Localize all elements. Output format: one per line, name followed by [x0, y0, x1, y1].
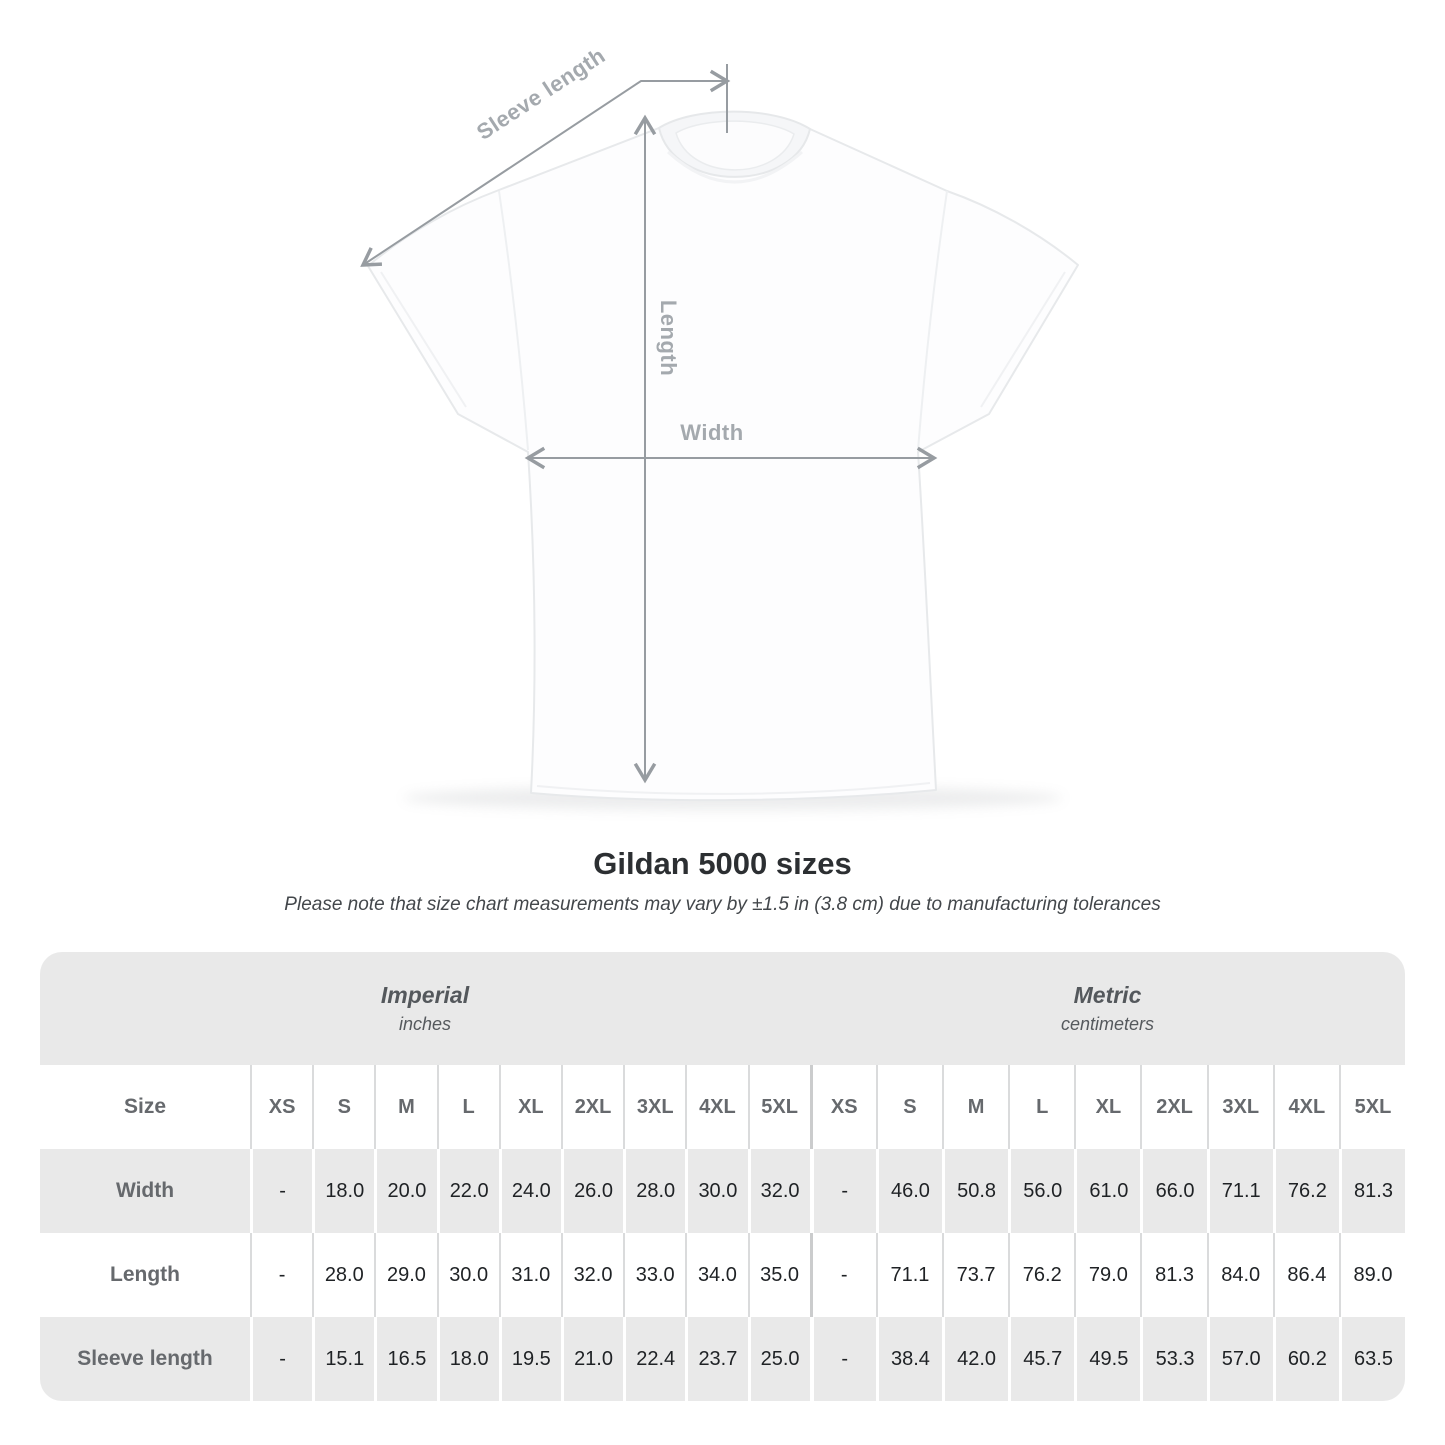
size-column-header: L — [1008, 1065, 1074, 1149]
table-cell: 33.0 — [623, 1233, 685, 1317]
size-column-header: 5XL — [748, 1065, 810, 1149]
table-cell: - — [250, 1233, 312, 1317]
table-cell: 38.4 — [876, 1317, 942, 1401]
size-column-header: 3XL — [1207, 1065, 1273, 1149]
imperial-section-header — [40, 952, 810, 1065]
table-cell: 32.0 — [561, 1233, 623, 1317]
table-cell: 71.1 — [876, 1233, 942, 1317]
table-cell: - — [250, 1317, 312, 1401]
table-cell: - — [250, 1149, 312, 1233]
size-column-header: 5XL — [1339, 1065, 1405, 1149]
table-cell: - — [810, 1149, 876, 1233]
table-cell: 76.2 — [1273, 1149, 1339, 1233]
size-column-header: XS — [810, 1065, 876, 1149]
table-cell: 18.0 — [437, 1317, 499, 1401]
metric-section-header — [810, 952, 1405, 1065]
metric-section-unit: centimeters — [1060, 1014, 1155, 1034]
size-header-row — [40, 1065, 1405, 1149]
table-cell: 22.0 — [437, 1149, 499, 1233]
table-cell: 30.0 — [437, 1233, 499, 1317]
imperial-section-unit: inches — [398, 1014, 452, 1034]
size-table-body — [40, 1065, 1405, 1401]
metric-section-title: Metric — [1073, 982, 1142, 1008]
table-cell: 20.0 — [374, 1149, 436, 1233]
table-cell: 71.1 — [1207, 1149, 1273, 1233]
table-row — [40, 1233, 1405, 1317]
table-cell: 66.0 — [1140, 1149, 1206, 1233]
size-column-header: 4XL — [685, 1065, 747, 1149]
table-cell: - — [810, 1233, 876, 1317]
table-cell: 23.7 — [685, 1317, 747, 1401]
length-label: Length — [656, 299, 681, 377]
table-cell: 21.0 — [561, 1317, 623, 1401]
sleeve-length-label: Sleeve length — [472, 42, 610, 145]
size-column-header: XL — [1074, 1065, 1140, 1149]
size-column-header: 2XL — [561, 1065, 623, 1149]
imperial-section-title: Imperial — [380, 982, 470, 1008]
row-label: Sleeve length — [77, 1347, 213, 1370]
table-cell: 22.4 — [623, 1317, 685, 1401]
table-cell: 76.2 — [1008, 1233, 1074, 1317]
table-cell: 63.5 — [1339, 1317, 1405, 1401]
table-cell: 16.5 — [374, 1317, 436, 1401]
table-cell: 24.0 — [499, 1149, 561, 1233]
size-column-header: S — [312, 1065, 374, 1149]
heading-block — [0, 845, 1445, 917]
size-column-header: L — [437, 1065, 499, 1149]
table-cell: 61.0 — [1074, 1149, 1140, 1233]
unit-section-band — [40, 952, 1405, 1065]
table-cell: 79.0 — [1074, 1233, 1140, 1317]
table-row — [40, 1317, 1405, 1401]
table-cell: 56.0 — [1008, 1149, 1074, 1233]
table-cell: 57.0 — [1207, 1317, 1273, 1401]
table-cell: 28.0 — [623, 1149, 685, 1233]
table-cell: 81.3 — [1339, 1149, 1405, 1233]
row-label: Length — [110, 1263, 180, 1286]
size-column-header: M — [942, 1065, 1008, 1149]
table-cell: 86.4 — [1273, 1233, 1339, 1317]
table-cell: 25.0 — [748, 1317, 810, 1401]
table-cell: 31.0 — [499, 1233, 561, 1317]
table-cell: 28.0 — [312, 1233, 374, 1317]
size-column-header: 4XL — [1273, 1065, 1339, 1149]
table-cell: - — [810, 1317, 876, 1401]
table-cell: 29.0 — [374, 1233, 436, 1317]
table-cell: 50.8 — [942, 1149, 1008, 1233]
table-cell: 49.5 — [1074, 1317, 1140, 1401]
size-column-header: XS — [250, 1065, 312, 1149]
size-column-header: S — [876, 1065, 942, 1149]
table-cell: 34.0 — [685, 1233, 747, 1317]
table-cell: 42.0 — [942, 1317, 1008, 1401]
size-table — [40, 952, 1405, 1401]
size-column-header: XL — [499, 1065, 561, 1149]
table-cell: 53.3 — [1140, 1317, 1206, 1401]
table-cell: 30.0 — [685, 1149, 747, 1233]
table-cell: 32.0 — [748, 1149, 810, 1233]
size-corner-header: Size — [123, 1095, 167, 1118]
size-column-header: 3XL — [623, 1065, 685, 1149]
table-cell: 84.0 — [1207, 1233, 1273, 1317]
row-label: Width — [115, 1179, 175, 1202]
tshirt-graphic — [368, 112, 1078, 801]
table-cell: 81.3 — [1140, 1233, 1206, 1317]
table-cell: 18.0 — [312, 1149, 374, 1233]
table-cell: 46.0 — [876, 1149, 942, 1233]
page-title: Gildan 5000 sizes — [593, 846, 852, 881]
table-cell: 15.1 — [312, 1317, 374, 1401]
width-label: Width — [680, 420, 744, 445]
size-column-header: M — [374, 1065, 436, 1149]
size-column-header: 2XL — [1140, 1065, 1206, 1149]
table-cell: 35.0 — [748, 1233, 810, 1317]
table-cell: 73.7 — [942, 1233, 1008, 1317]
table-row — [40, 1149, 1405, 1233]
table-cell: 19.5 — [499, 1317, 561, 1401]
table-cell: 26.0 — [561, 1149, 623, 1233]
table-cell: 45.7 — [1008, 1317, 1074, 1401]
table-cell: 89.0 — [1339, 1233, 1405, 1317]
table-cell: 60.2 — [1273, 1317, 1339, 1401]
tolerance-note: Please note that size chart measurements may vary by ±1.5 in (3.8 cm) due to manufacturing tolerances — [284, 894, 1161, 915]
